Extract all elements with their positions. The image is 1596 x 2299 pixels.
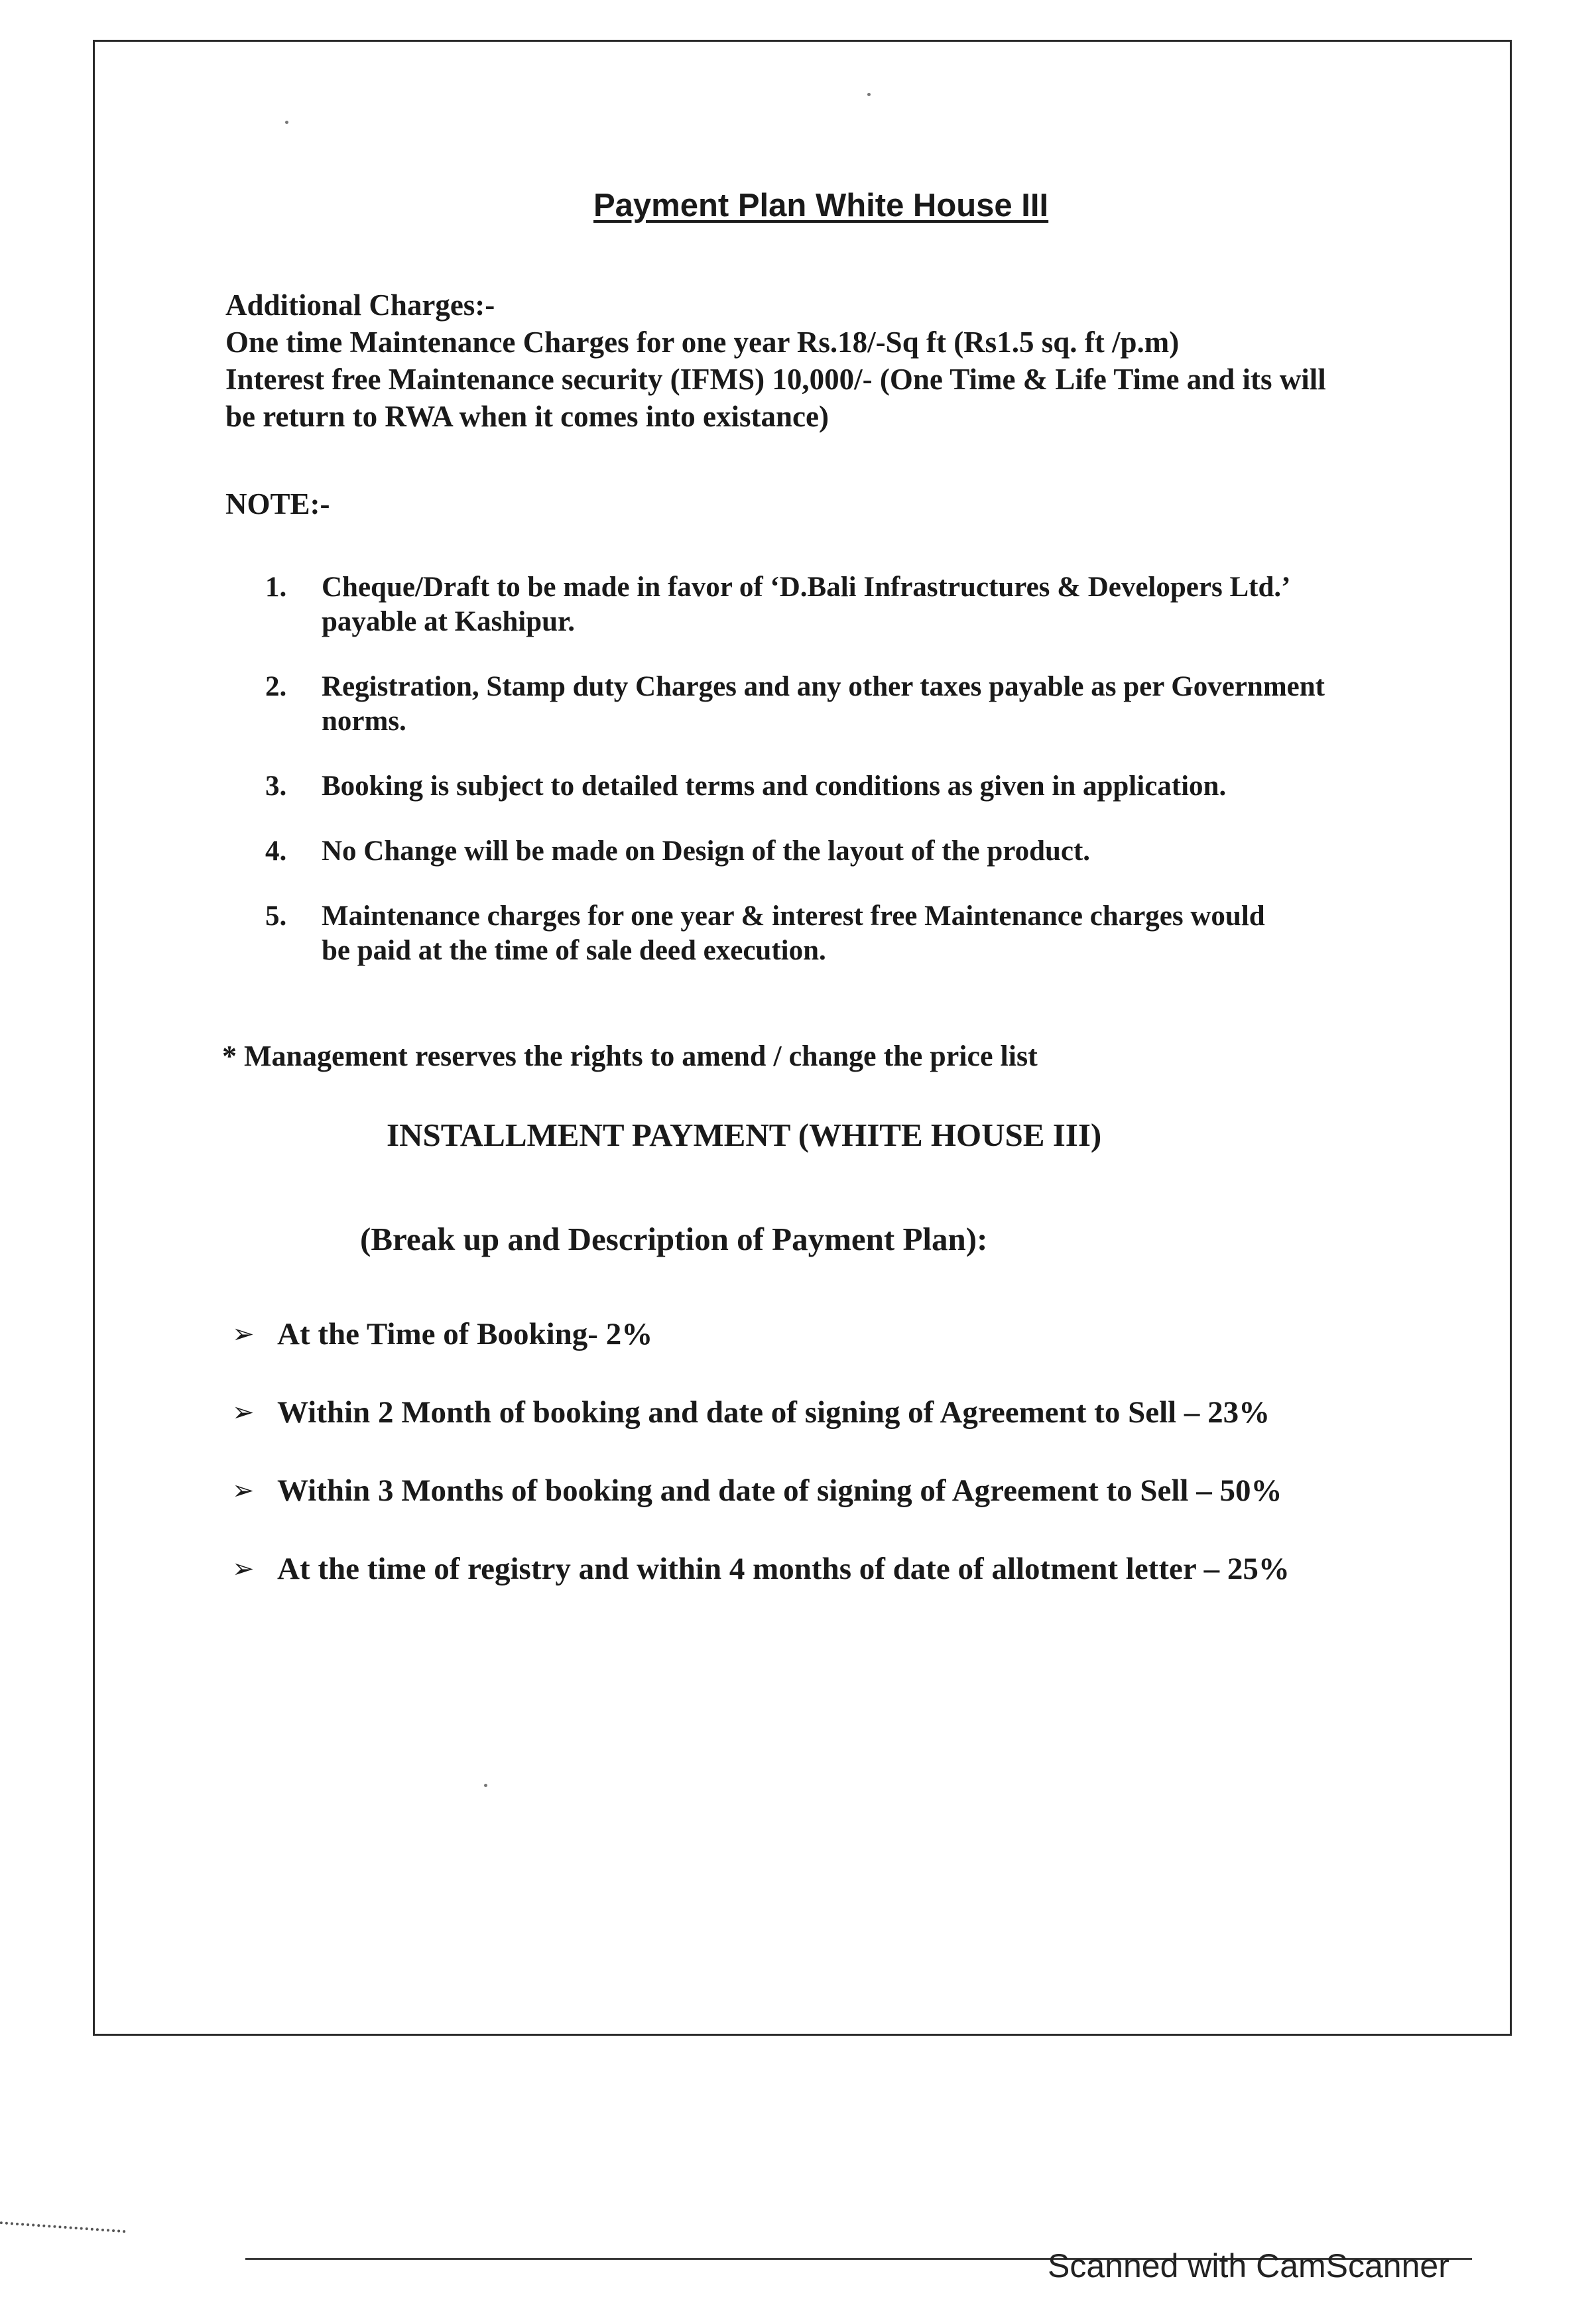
note-number: 4. (265, 836, 287, 867)
scan-speck (484, 1784, 487, 1787)
payment-schedule-text: Within 3 Months of booking and date of signing of Agreement to Sell – 50% (277, 1473, 1282, 1508)
additional-charges-heading: Additional Charges:- (225, 288, 495, 322)
management-note: * Management reserves the rights to amend / change the price list (222, 1040, 1038, 1072)
note-number: 1. (265, 572, 287, 603)
note-text: Booking is subject to detailed terms and conditions as given in application. (322, 771, 1227, 802)
note-item (265, 769, 1325, 804)
note-text: No Change will be made on Design of the layout of the product. (322, 836, 1091, 867)
note-number: 5. (265, 901, 287, 932)
breakup-heading: (Break up and Description of Payment Plan): (360, 1221, 988, 1257)
arrow-right-icon: ➢ (232, 1397, 255, 1428)
payment-schedule-text: At the time of registry and within 4 months of date of allotment letter – 25% (277, 1552, 1290, 1586)
payment-schedule-item (232, 1551, 1290, 1629)
payment-schedule-item (232, 1473, 1290, 1551)
payment-schedule-list (232, 1316, 1290, 1629)
maintenance-charges-line: One time Maintenance Charges for one year Rs.18/-Sq ft (Rs1.5 sq. ft /p.m) (225, 326, 1180, 359)
ifms-line-continued: be return to RWA when it comes into existance) (225, 400, 829, 433)
note-text: be paid at the time of sale deed execution. (322, 935, 826, 966)
note-text: Maintenance charges for one year & interest free Maintenance charges would (322, 901, 1265, 932)
ifms-line: Interest free Maintenance security (IFMS) 10,000/- (One Time & Life Time and its will (225, 363, 1326, 396)
scanner-watermark: Scanned with CamScanner (1048, 2247, 1449, 2284)
payment-schedule-item (232, 1395, 1290, 1473)
note-heading: NOTE:- (225, 487, 330, 521)
additional-charges-section (225, 286, 1326, 435)
document-title: Payment Plan White House III (593, 188, 1049, 223)
arrow-right-icon: ➢ (232, 1319, 255, 1349)
note-text: norms. (322, 706, 406, 737)
scan-speck (867, 93, 871, 96)
note-text: Registration, Stamp duty Charges and any other taxes payable as per Government (322, 671, 1325, 702)
arrow-right-icon: ➢ (232, 1554, 255, 1584)
arrow-right-icon: ➢ (232, 1475, 255, 1506)
note-number: 3. (265, 771, 287, 802)
note-item (265, 570, 1325, 639)
payment-schedule-text: Within 2 Month of booking and date of signing of Agreement to Sell – 23% (277, 1395, 1270, 1430)
note-item (265, 670, 1325, 739)
scan-speck (285, 121, 288, 124)
note-text: Cheque/Draft to be made in favor of ‘D.Bali Infrastructures & Developers Ltd.’ (322, 572, 1291, 603)
note-list (265, 570, 1325, 999)
note-text: payable at Kashipur. (322, 606, 575, 637)
note-item (265, 899, 1325, 968)
payment-schedule-text: At the Time of Booking- 2% (277, 1317, 653, 1351)
installment-heading: INSTALLMENT PAYMENT (WHITE HOUSE III) (387, 1117, 1102, 1153)
note-item (265, 834, 1325, 869)
scan-edge-artifact (0, 2221, 126, 2259)
note-number: 2. (265, 671, 287, 702)
payment-schedule-item (232, 1316, 1290, 1395)
